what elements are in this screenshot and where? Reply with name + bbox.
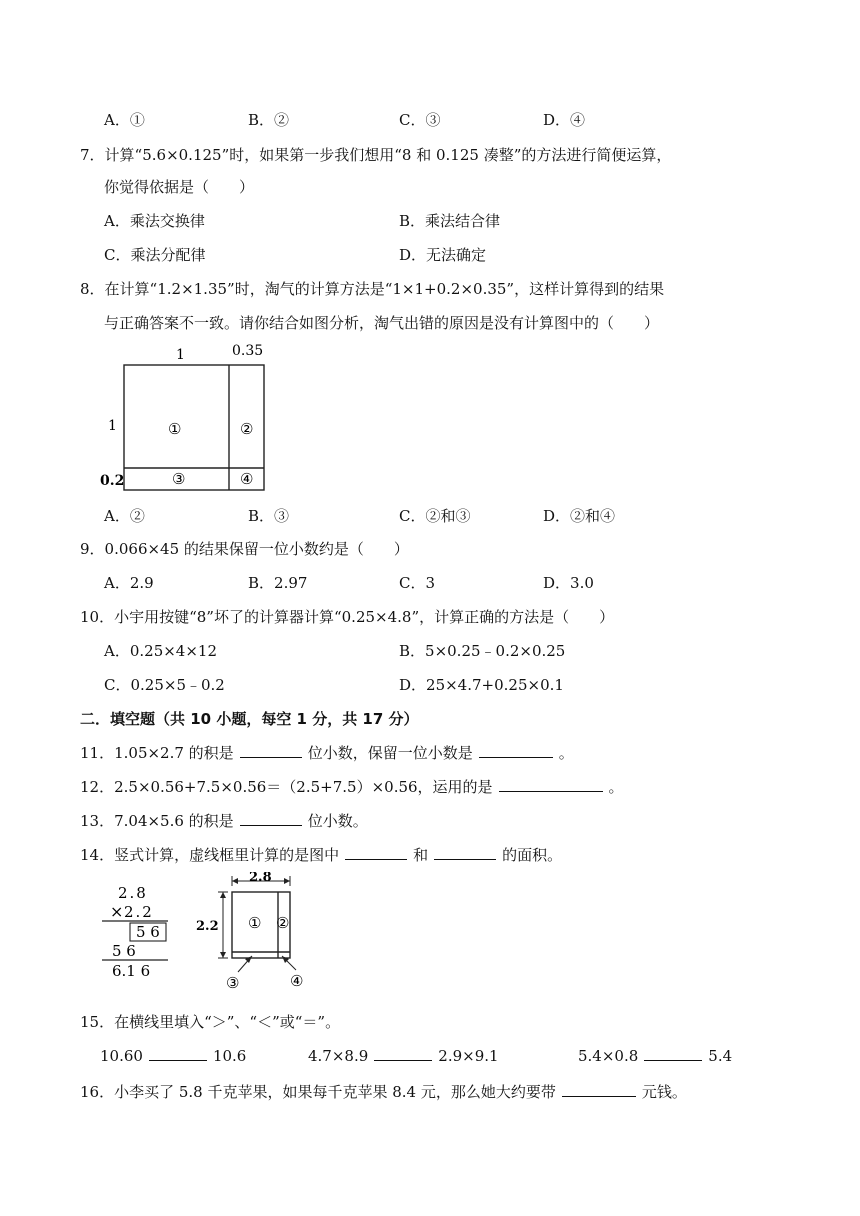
question-16 xyxy=(80,1082,687,1102)
q15-c3-blank[interactable] xyxy=(644,1046,702,1061)
q8-fig-region-2: ② xyxy=(240,420,254,438)
q7-option-a: A．乘法交换律 xyxy=(104,212,205,230)
q10-option-c: C．0.25×5﹣0.2 xyxy=(104,676,225,694)
q14-text-3: 的面积。 xyxy=(502,846,563,864)
calc-multiply-sign: × xyxy=(110,902,124,921)
q16-blank-1[interactable] xyxy=(562,1082,636,1097)
q8-option-c: C．②和③ xyxy=(399,507,471,525)
q11-text-3: 。 xyxy=(558,744,574,762)
q15-c2-blank[interactable] xyxy=(374,1046,432,1061)
q11-blank-2[interactable] xyxy=(479,743,553,758)
q14-fig-top: 2.8 xyxy=(249,872,272,885)
q15-c1-left: 10.60 xyxy=(100,1047,143,1065)
q9-option-b: B．2.97 xyxy=(248,574,308,592)
q8-line1: 8．在计算“1.2×1.35”时，淘气的计算方法是“1×1+0.2×0.35”，这样计算得到的结果 xyxy=(80,280,665,298)
q8-fig-side-bottom: 0.2 xyxy=(100,473,125,489)
question-12 xyxy=(80,777,624,797)
q10-line1: 10．小宇用按键“8”坏了的计算器计算“0.25×4.8”，计算正确的方法是（ ） xyxy=(80,608,615,626)
q6-option-c: C．③ xyxy=(399,111,441,129)
q7-option-b: B．乘法结合律 xyxy=(399,212,501,230)
q8-fig-side-top: 1 xyxy=(108,418,117,434)
q15-line1: 15．在横线里填入“＞”、“＜”或“＝”。 xyxy=(80,1013,341,1031)
calc-row-5: 6.1 6 xyxy=(112,962,151,980)
q14-fig-region-4: ④ xyxy=(290,972,304,990)
q7-option-d: D．无法确定 xyxy=(399,246,487,264)
calc-row-4: 5 6 xyxy=(112,942,136,960)
question-11 xyxy=(80,743,574,763)
q6-option-a: A．① xyxy=(104,111,145,129)
q11-blank-1[interactable] xyxy=(240,743,302,758)
q16-text-1: 16．小李买了 5.8 千克苹果，如果每千克苹果 8.4 元，那么她大约要带 xyxy=(80,1083,556,1101)
q15-compare-2 xyxy=(308,1046,499,1066)
q8-line2: 与正确答案不一致。请你结合如图分析，淘气出错的原因是没有计算图中的（ ） xyxy=(104,314,660,332)
q8-option-d: D．②和④ xyxy=(543,507,616,525)
q8-area-figure xyxy=(96,340,276,495)
q8-fig-region-1: ① xyxy=(168,420,182,438)
q7-line2: 你觉得依据是（ ） xyxy=(104,178,255,196)
q10-option-a: A．0.25×4×12 xyxy=(104,642,217,660)
q8-fig-region-3: ③ xyxy=(172,470,186,488)
q12-text-1: 12．2.5×0.56+7.5×0.56＝（2.5+7.5）×0.56，运用的是 xyxy=(80,778,493,796)
q14-text-2: 和 xyxy=(413,846,429,864)
q14-blank-1[interactable] xyxy=(345,845,407,860)
q14-fig-side: 2.2 xyxy=(196,919,219,934)
q7-option-c: C．乘法分配律 xyxy=(104,246,206,264)
question-13 xyxy=(80,811,368,831)
q15-c1-right: 10.6 xyxy=(212,1047,247,1065)
q11-text-1: 11．1.05×2.7 的积是 xyxy=(80,744,234,762)
q15-c3-right: 5.4 xyxy=(708,1047,733,1065)
q15-compare-3 xyxy=(578,1046,732,1066)
q9-line1: 9．0.066×45 的结果保留一位小数约是（ ） xyxy=(80,540,409,558)
q11-text-2: 位小数，保留一位小数是 xyxy=(307,744,473,762)
calc-row-2: 2.2 xyxy=(124,903,154,921)
q9-option-d: D．3.0 xyxy=(543,574,594,592)
calc-row-1: 2.8 xyxy=(118,884,148,902)
section-2-title: 二．填空题（共 10 小题，每空 1 分，共 17 分） xyxy=(80,710,419,728)
q8-option-b: B．③ xyxy=(248,507,290,525)
q6-option-b: B．② xyxy=(248,111,290,129)
q10-option-d: D．25×4.7+0.25×0.1 xyxy=(399,676,564,694)
q16-text-2: 元钱。 xyxy=(641,1083,687,1101)
q15-compare-1 xyxy=(100,1046,246,1066)
q8-fig-region-4: ④ xyxy=(240,470,254,488)
q14-vertical-calculation xyxy=(96,880,176,980)
q10-option-b: B．5×0.25﹣0.2×0.25 xyxy=(399,642,566,660)
q8-fig-top-right: 0.35 xyxy=(232,343,264,359)
q13-text-2: 位小数。 xyxy=(307,812,368,830)
q13-blank-1[interactable] xyxy=(240,811,302,826)
q15-c2-left: 4.7×8.9 xyxy=(308,1047,369,1065)
q9-option-a: A．2.9 xyxy=(104,574,154,592)
q14-fig-region-1: ① xyxy=(248,914,262,932)
q13-text-1: 13．7.04×5.6 的积是 xyxy=(80,812,234,830)
q7-line1: 7．计算“5.6×0.125”时，如果第一步我们想用“8 和 0.125 凑整”的方法进行简便运算， xyxy=(80,146,672,164)
q12-blank-1[interactable] xyxy=(499,777,603,792)
q14-fig-region-2: ② xyxy=(276,914,290,932)
calc-row-3: 5 6 xyxy=(136,923,160,941)
q15-c3-left: 5.4×0.8 xyxy=(578,1047,639,1065)
question-14 xyxy=(80,845,562,865)
q14-blank-2[interactable] xyxy=(434,845,496,860)
q15-c1-blank[interactable] xyxy=(149,1046,207,1061)
q9-option-c: C．3 xyxy=(399,574,436,592)
q12-text-2: 。 xyxy=(608,778,624,796)
q14-area-figure xyxy=(194,872,314,996)
q6-option-d: D．④ xyxy=(543,111,586,129)
q8-fig-top-left: 1 xyxy=(176,347,185,363)
q8-option-a: A．② xyxy=(104,507,145,525)
q14-text-1: 14．竖式计算，虚线框里计算的是图中 xyxy=(80,846,340,864)
q15-c2-right: 2.9×9.1 xyxy=(438,1047,499,1065)
q14-fig-region-3: ③ xyxy=(226,974,240,992)
